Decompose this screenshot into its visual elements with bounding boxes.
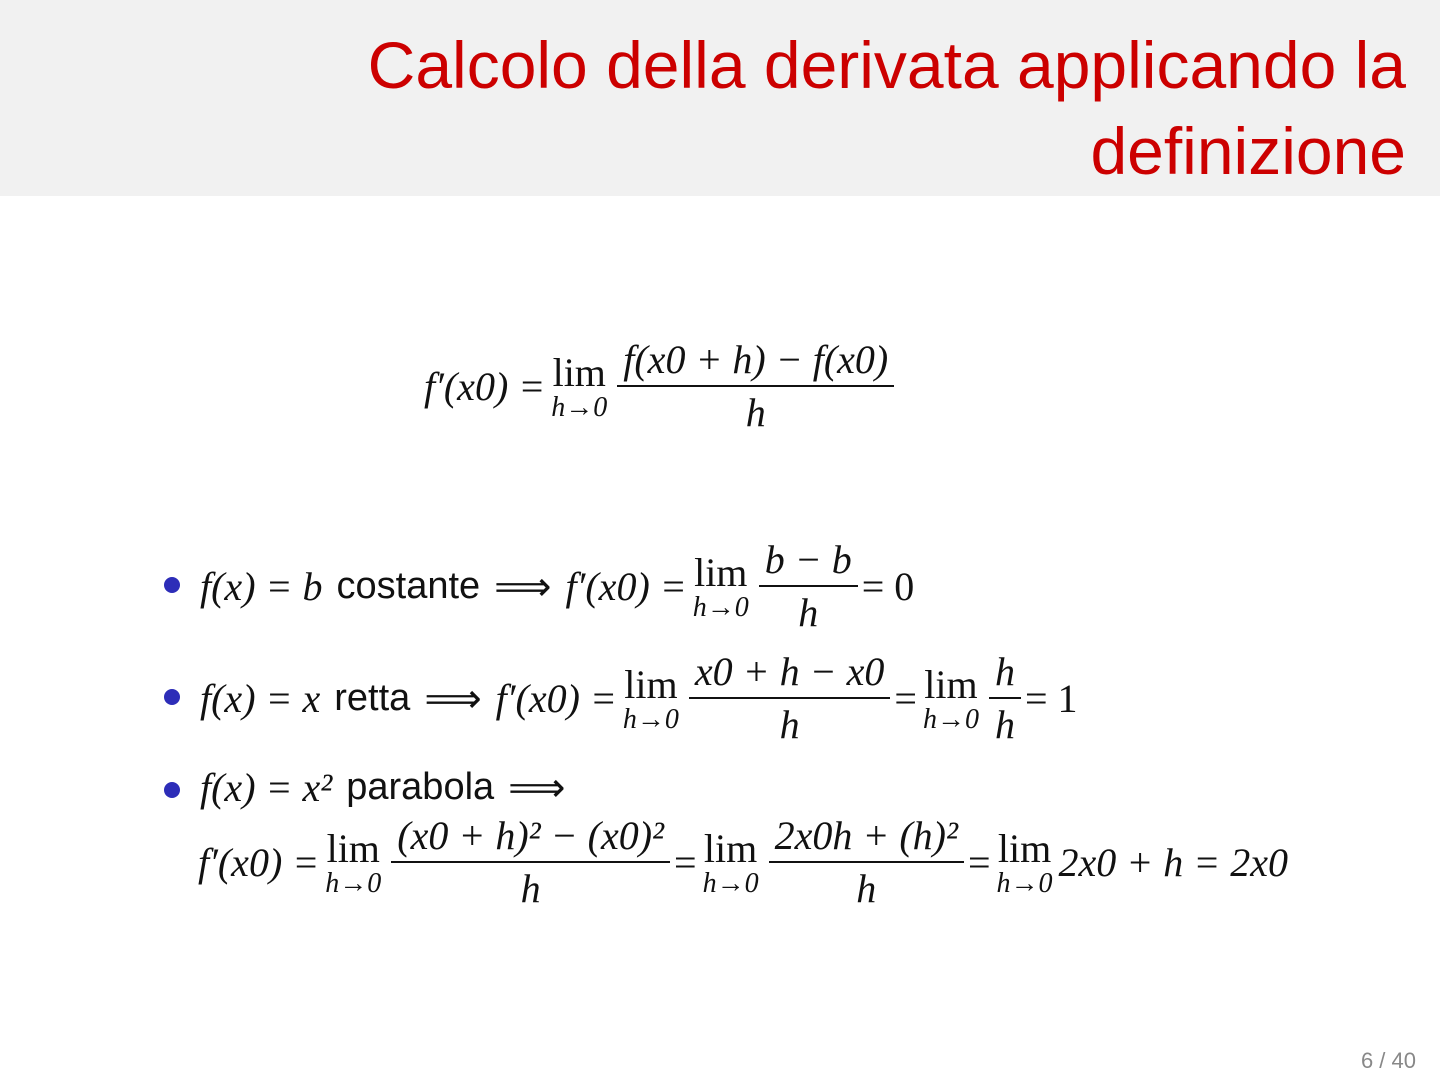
fraction xyxy=(689,648,891,748)
implies-arrow: ⟹ xyxy=(508,765,566,810)
fraction-denominator: h xyxy=(520,866,541,911)
lim-subscript: h→0 xyxy=(325,868,382,899)
limit-operator xyxy=(623,663,679,733)
lim-subscript: h→0 xyxy=(702,868,759,899)
function-def: f(x) = b xyxy=(200,563,323,609)
lim-label: lim xyxy=(997,826,1052,871)
function-type-label: costante xyxy=(336,564,481,607)
derivative-lhs: f′(x0) = xyxy=(495,675,617,721)
lim-subscript: h→0 xyxy=(692,592,749,623)
result: = 1 xyxy=(1024,675,1078,721)
lim-label: lim xyxy=(694,550,748,595)
fraction-denominator: h xyxy=(798,590,819,635)
fraction-denominator: h xyxy=(779,702,800,747)
function-type-label: parabola xyxy=(346,766,495,808)
slide-title xyxy=(256,22,1406,194)
title-line-1: Calcolo della derivata applicando la xyxy=(367,28,1406,102)
limit-operator-2 xyxy=(703,827,759,897)
parabola-derivation xyxy=(198,812,1288,912)
lim-subscript: h→0 xyxy=(551,392,608,423)
list-item-parabola xyxy=(200,764,566,811)
result-expression: 2x0 + h = 2x0 xyxy=(1058,839,1289,885)
title-line-2: definizione xyxy=(1090,114,1406,188)
lim-label: lim xyxy=(552,350,606,395)
slide-header xyxy=(0,0,1440,196)
derivative-lhs: f′(x0) = xyxy=(198,839,320,885)
fraction-2 xyxy=(769,812,964,912)
lim-label: lim xyxy=(924,662,978,707)
fraction xyxy=(759,536,858,636)
fraction xyxy=(391,812,670,912)
fraction-numerator: (x0 + h)² − (x0)² xyxy=(397,813,665,858)
derivative-lhs: f′(x0) = xyxy=(565,563,687,609)
difference-quotient xyxy=(617,336,894,436)
lim-label: lim xyxy=(326,826,380,871)
fraction-numerator: h xyxy=(994,649,1015,694)
result: = 0 xyxy=(861,563,915,609)
derivative-definition-formula xyxy=(424,336,898,436)
fraction-denominator: h xyxy=(856,866,877,911)
list-item-retta xyxy=(200,648,1078,748)
function-def: f(x) = x xyxy=(200,675,321,721)
bullet-marker xyxy=(164,689,180,705)
fraction-numerator: f(x0 + h) − f(x0) xyxy=(623,337,889,382)
limit-operator-2 xyxy=(923,663,979,733)
equals-sign: = xyxy=(967,839,991,885)
equals-sign: = xyxy=(674,839,697,885)
lim-subscript: h→0 xyxy=(622,704,679,735)
formula-lhs: f′(x0) = xyxy=(424,363,546,409)
fraction-2 xyxy=(989,648,1021,748)
implies-arrow: ⟹ xyxy=(494,563,552,609)
lim-subscript: h→0 xyxy=(922,704,979,735)
equals-sign: = xyxy=(894,675,917,721)
function-def: f(x) = x² xyxy=(200,765,333,810)
bullet-marker xyxy=(164,577,180,593)
limit-operator-3 xyxy=(997,827,1053,897)
lim-subscript: h→0 xyxy=(996,868,1053,899)
fraction-numerator: b − b xyxy=(764,537,852,582)
limit-operator xyxy=(693,551,749,621)
page-number: 6 / 40 xyxy=(1360,1048,1416,1073)
fraction-numerator: x0 + h − x0 xyxy=(694,649,885,694)
fraction-denominator: h xyxy=(994,702,1015,747)
fraction-numerator: 2x0h + (h)² xyxy=(774,813,958,858)
fraction-denominator: h xyxy=(745,390,766,435)
implies-arrow: ⟹ xyxy=(424,675,482,721)
list-item-costante xyxy=(200,536,914,636)
lim-label: lim xyxy=(624,662,678,707)
bullet-marker xyxy=(164,782,180,798)
limit-operator xyxy=(551,351,607,421)
limit-operator xyxy=(325,827,381,897)
lim-label: lim xyxy=(703,826,758,871)
function-type-label: retta xyxy=(334,676,411,719)
